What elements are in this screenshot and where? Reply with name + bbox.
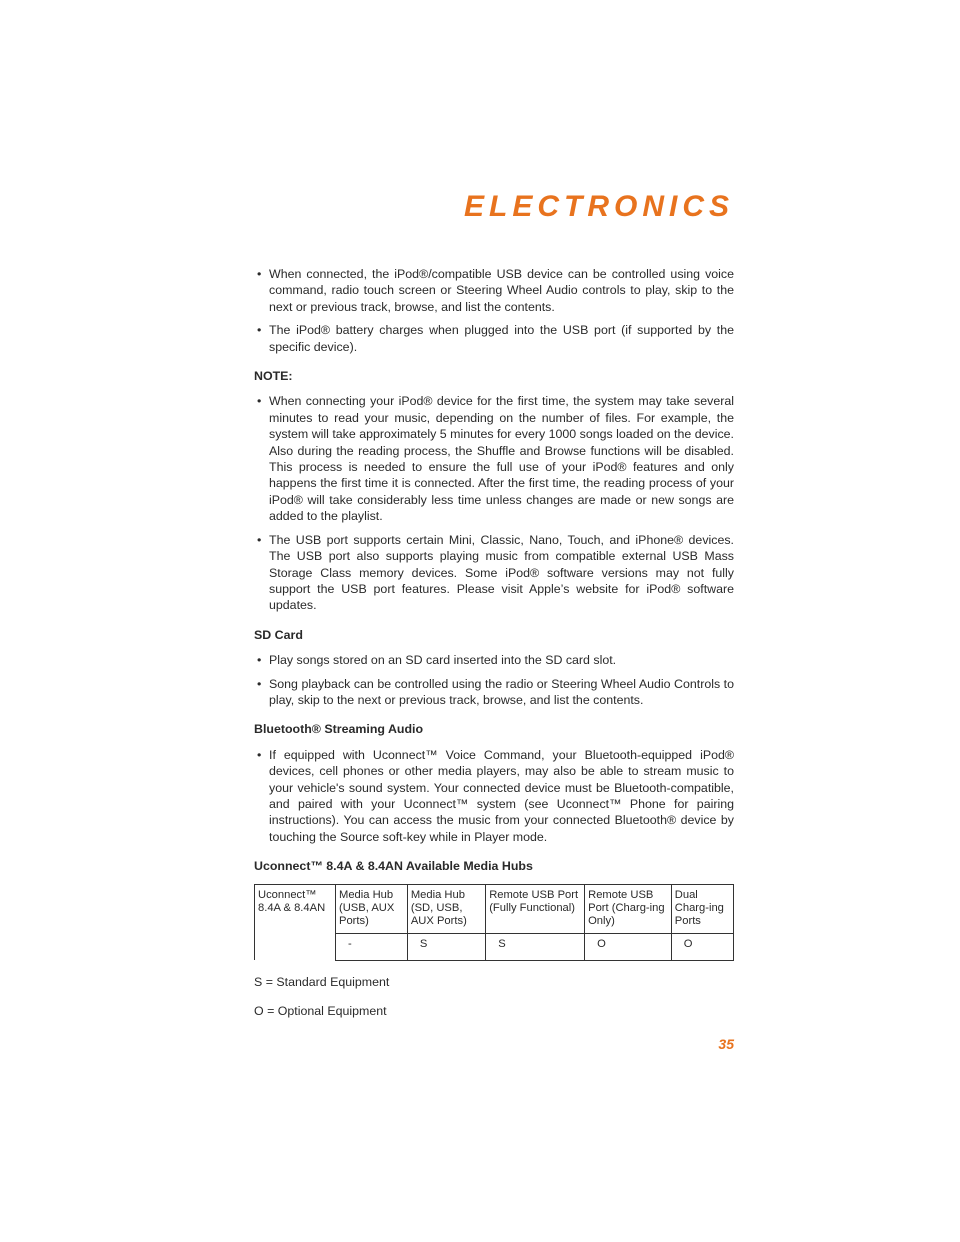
table-row-label-blank bbox=[255, 933, 336, 960]
hubs-table-title: Uconnect™ 8.4A & 8.4AN Available Media Hubs bbox=[254, 859, 533, 874]
media-hubs-table bbox=[254, 884, 734, 961]
sd-card-heading: SD Card bbox=[254, 627, 303, 642]
table-cell: S bbox=[486, 933, 585, 960]
usb-bullet: • When connected, the iPod®/compatible USB device can be controlled using voice command, radio touch screen or Steering Wheel Audio controls to play, skip to the next or previous track, browse, and list the contents. bbox=[257, 267, 734, 314]
note-bullet: • When connecting your iPod® device for the first time, the system may take several minutes to read your music, depending on the number of files. For example, the system will take approximately 5 minutes for every 1000 songs loaded on the device. Also during the reading process, the Shuffle and Browse functions will be disabled. This process is needed to ensure the full use of your iPod® features and only happens the first time it is connected. After the first time, the reading process of your iPod® will take considerably less time unless changes are made or new songs are added to the playlist. bbox=[257, 394, 734, 524]
section-title: ELECTRONICS bbox=[463, 190, 734, 223]
legend-optional: O = Optional Equipment bbox=[254, 1004, 387, 1018]
note-bullet: • The USB port supports certain Mini, Classic, Nano, Touch, and iPhone® devices. The USB port also supports playing music from compatible external USB Mass Storage Class memory devices. Some iPod® software versions may not fully support the USB port features. Please visit Apple’s website for iPod® software updates. bbox=[257, 532, 734, 613]
table-cell: - bbox=[336, 933, 408, 960]
table-header-cell: Remote USB Port (Fully Functional) bbox=[486, 884, 585, 933]
table-cell: O bbox=[585, 933, 672, 960]
page-content bbox=[254, 266, 734, 1025]
page-number: 35 bbox=[718, 1036, 734, 1052]
table-row-label: Uconnect™ 8.4A & 8.4AN bbox=[255, 884, 336, 933]
bluetooth-heading: Bluetooth® Streaming Audio bbox=[254, 722, 424, 737]
table-header-cell: Dual Charg-ing Ports bbox=[671, 884, 733, 933]
table-cell: S bbox=[407, 933, 485, 960]
bluetooth-bullet: • If equipped with Uconnect™ Voice Command, your Bluetooth-equipped iPod® devices, cell phones or other media players, may also be able to stream music to your vehicle's sound system. Your connected device must be Bluetooth-compatible, and paired with your Uconnect™ system (see Uconnect™ Phone for pairing instructions). You can access the music from your connected Bluetooth® device by touching the Source soft-key while in Player mode. bbox=[257, 747, 734, 844]
sd-card-bullet: • Play songs stored on an SD card inserted into the SD card slot. bbox=[257, 653, 617, 668]
legend-standard: S = Standard Equipment bbox=[254, 974, 390, 989]
table-header-cell: Media Hub (SD, USB, AUX Ports) bbox=[407, 884, 485, 933]
table-row bbox=[255, 933, 734, 960]
note-label: NOTE: bbox=[254, 369, 293, 384]
sd-card-bullet: • Song playback can be controlled using the radio or Steering Wheel Audio Controls to play, skip to the next or previous track, browse, and list the contents. bbox=[257, 676, 734, 707]
table-header-cell: Remote USB Port (Charg-ing Only) bbox=[585, 884, 672, 933]
usb-bullet: • The iPod® battery charges when plugged into the USB port (if supported by the specific device). bbox=[257, 323, 734, 354]
table-cell: O bbox=[671, 933, 733, 960]
table-header-cell: Media Hub (USB, AUX Ports) bbox=[336, 884, 408, 933]
table-header-row bbox=[255, 884, 734, 933]
